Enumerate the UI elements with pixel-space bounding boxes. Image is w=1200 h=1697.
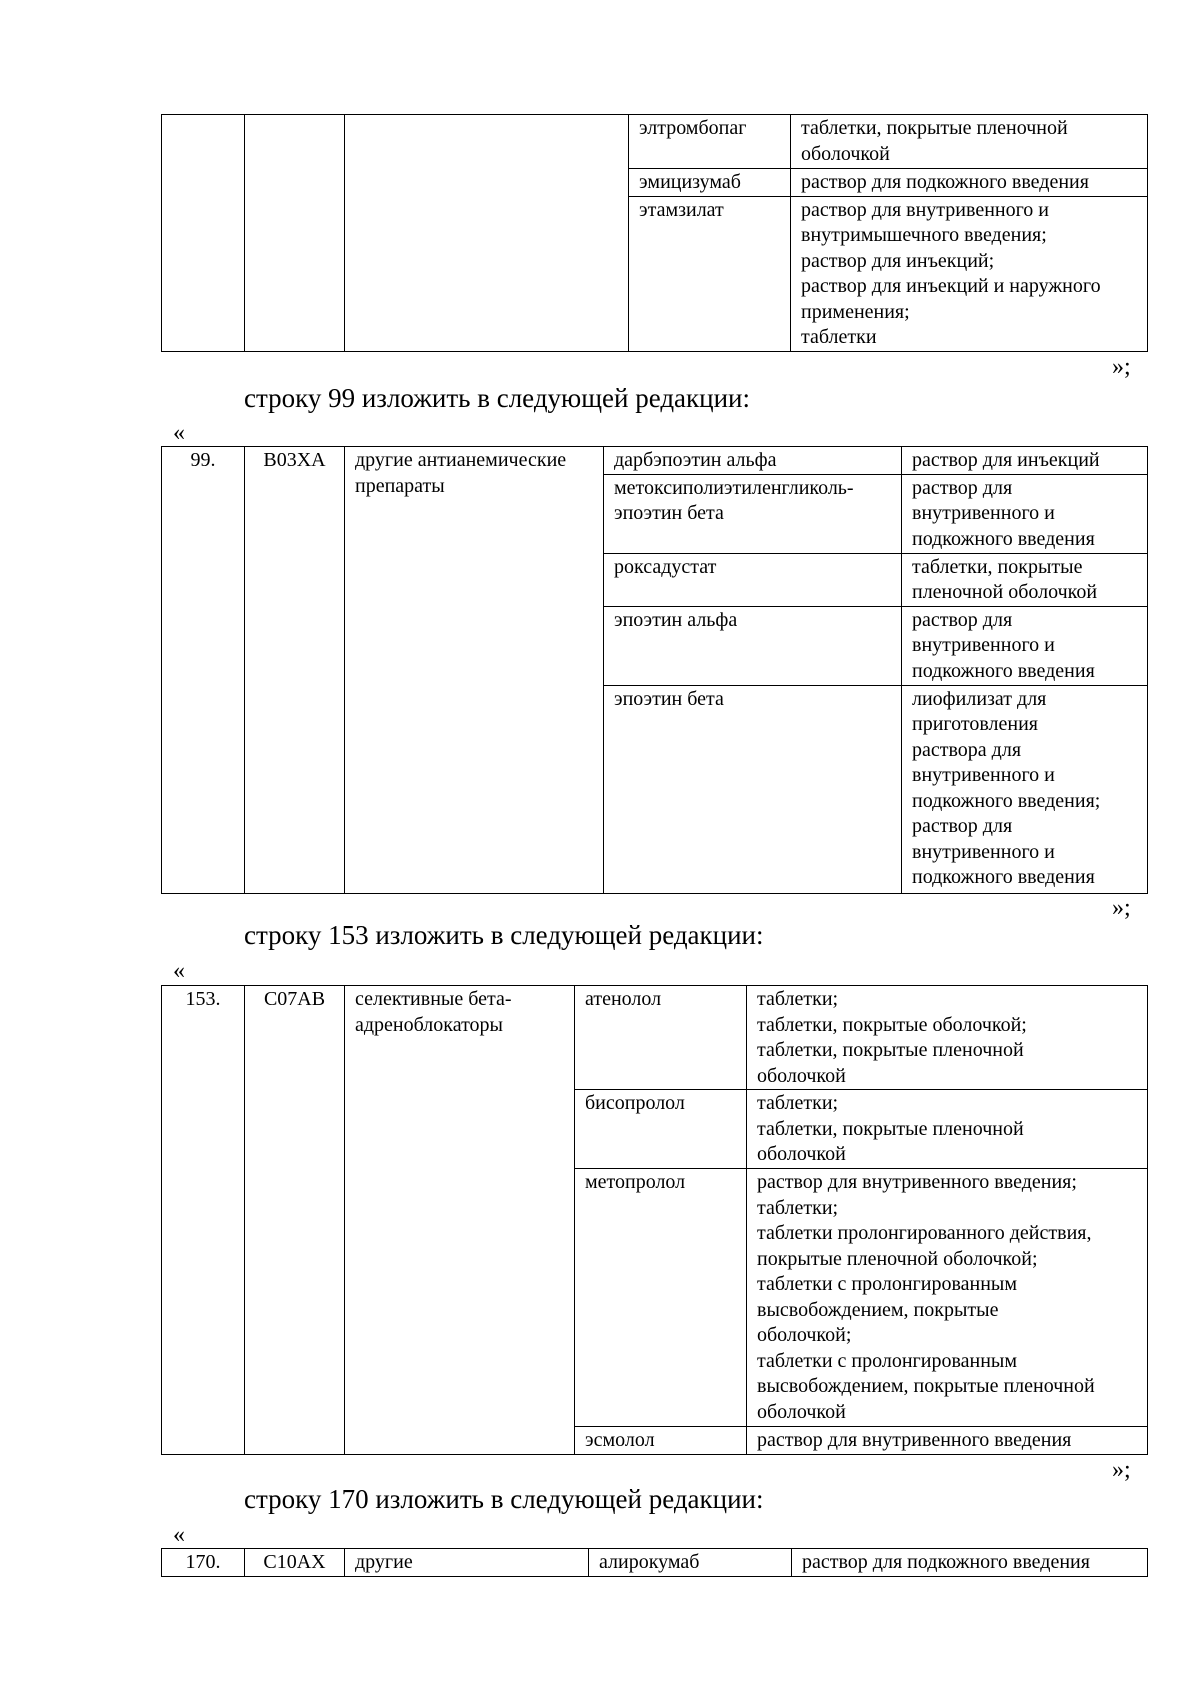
drug-name-cell: дарбэпоэтин альфа [604,447,902,475]
empty-group-cell [345,115,629,352]
dosage-form-cell: раствор для внутривенного и внутримышечного введения; раствор для инъекций; раствор для инъекций и наружного применения; таблетки [791,196,1148,351]
drug-name-cell: бисопролол [575,1090,747,1169]
drug-name-cell: эпоэтин бета [604,685,902,893]
table-row-153 [161,985,1148,1455]
instruction-row-170: строку 170 изложить в следующей редакции: [244,1484,764,1514]
group-name-cell: другие [345,1549,589,1577]
dosage-form-cell: раствор для подкожного введения [791,169,1148,197]
drug-name-cell: роксадустат [604,553,902,606]
dosage-form-cell: раствор для внутривенного и подкожного введения [902,474,1148,553]
instruction-row-99: строку 99 изложить в следующей редакции: [244,383,751,413]
opening-quote: « [173,420,185,446]
instruction-row-153: строку 153 изложить в следующей редакции: [244,920,764,950]
drug-name-cell: эсмолол [575,1427,747,1455]
drug-name-cell: метоксиполиэтиленгликоль- эпоэтин бета [604,474,902,553]
table-row [162,1549,1148,1577]
dosage-form-cell: лиофилизат для приготовления раствора для внутривенного и подкожного введения; раствор для внутривенного и подкожного введения [902,685,1148,893]
dosage-form-cell: раствор для инъекций [902,447,1148,475]
row-number-cell: 153. [162,986,245,1455]
opening-quote: « [173,1522,185,1548]
drug-name-cell: этамзилат [629,196,791,351]
row-number-cell: 99. [162,447,245,894]
table-row [162,986,1148,1090]
empty-num-cell [162,115,245,352]
dosage-form-cell: раствор для подкожного введения [792,1549,1148,1577]
table-row [162,447,1148,475]
drug-name-cell: эмицизумаб [629,169,791,197]
row-number-cell: 170. [162,1549,245,1577]
dosage-form-cell: таблетки; таблетки, покрытые оболочкой; таблетки, покрытые пленочной оболочкой [747,986,1148,1090]
dosage-form-cell: раствор для внутривенного и подкожного введения [902,606,1148,685]
closing-quote: »; [1112,354,1131,380]
closing-quote: »; [1112,895,1131,921]
drug-name-cell: метопролол [575,1169,747,1427]
dosage-form-cell: таблетки, покрытые пленочной оболочкой [791,115,1148,169]
drug-name-cell: эпоэтин альфа [604,606,902,685]
atc-code-cell: C07AB [245,986,345,1455]
empty-code-cell [245,115,345,352]
drug-name-cell: элтромбопаг [629,115,791,169]
drug-name-cell: алирокумаб [589,1549,792,1577]
group-name-cell: другие антианемические препараты [345,447,604,894]
table-row-170 [161,1548,1148,1577]
opening-quote: « [173,958,185,984]
table-row [162,115,1148,169]
table-row-99 [161,446,1148,894]
dosage-form-cell: таблетки; таблетки, покрытые пленочной оболочкой [747,1090,1148,1169]
atc-code-cell: B03XA [245,447,345,894]
table-continuation [161,114,1148,352]
dosage-form-cell: таблетки, покрытые пленочной оболочкой [902,553,1148,606]
group-name-cell: селективные бета- адреноблокаторы [345,986,575,1455]
dosage-form-cell: раствор для внутривенного введения; таблетки; таблетки пролонгированного действия, покрытые пленочной оболочкой; таблетки с пролонгированным высвобождением, покрытые оболочкой; таблетки с пролонгированным высвобождением, покрытые пленочной оболочкой [747,1169,1148,1427]
drug-name-cell: атенолол [575,986,747,1090]
atc-code-cell: C10AX [245,1549,345,1577]
closing-quote: »; [1112,1457,1131,1483]
dosage-form-cell: раствор для внутривенного введения [747,1427,1148,1455]
